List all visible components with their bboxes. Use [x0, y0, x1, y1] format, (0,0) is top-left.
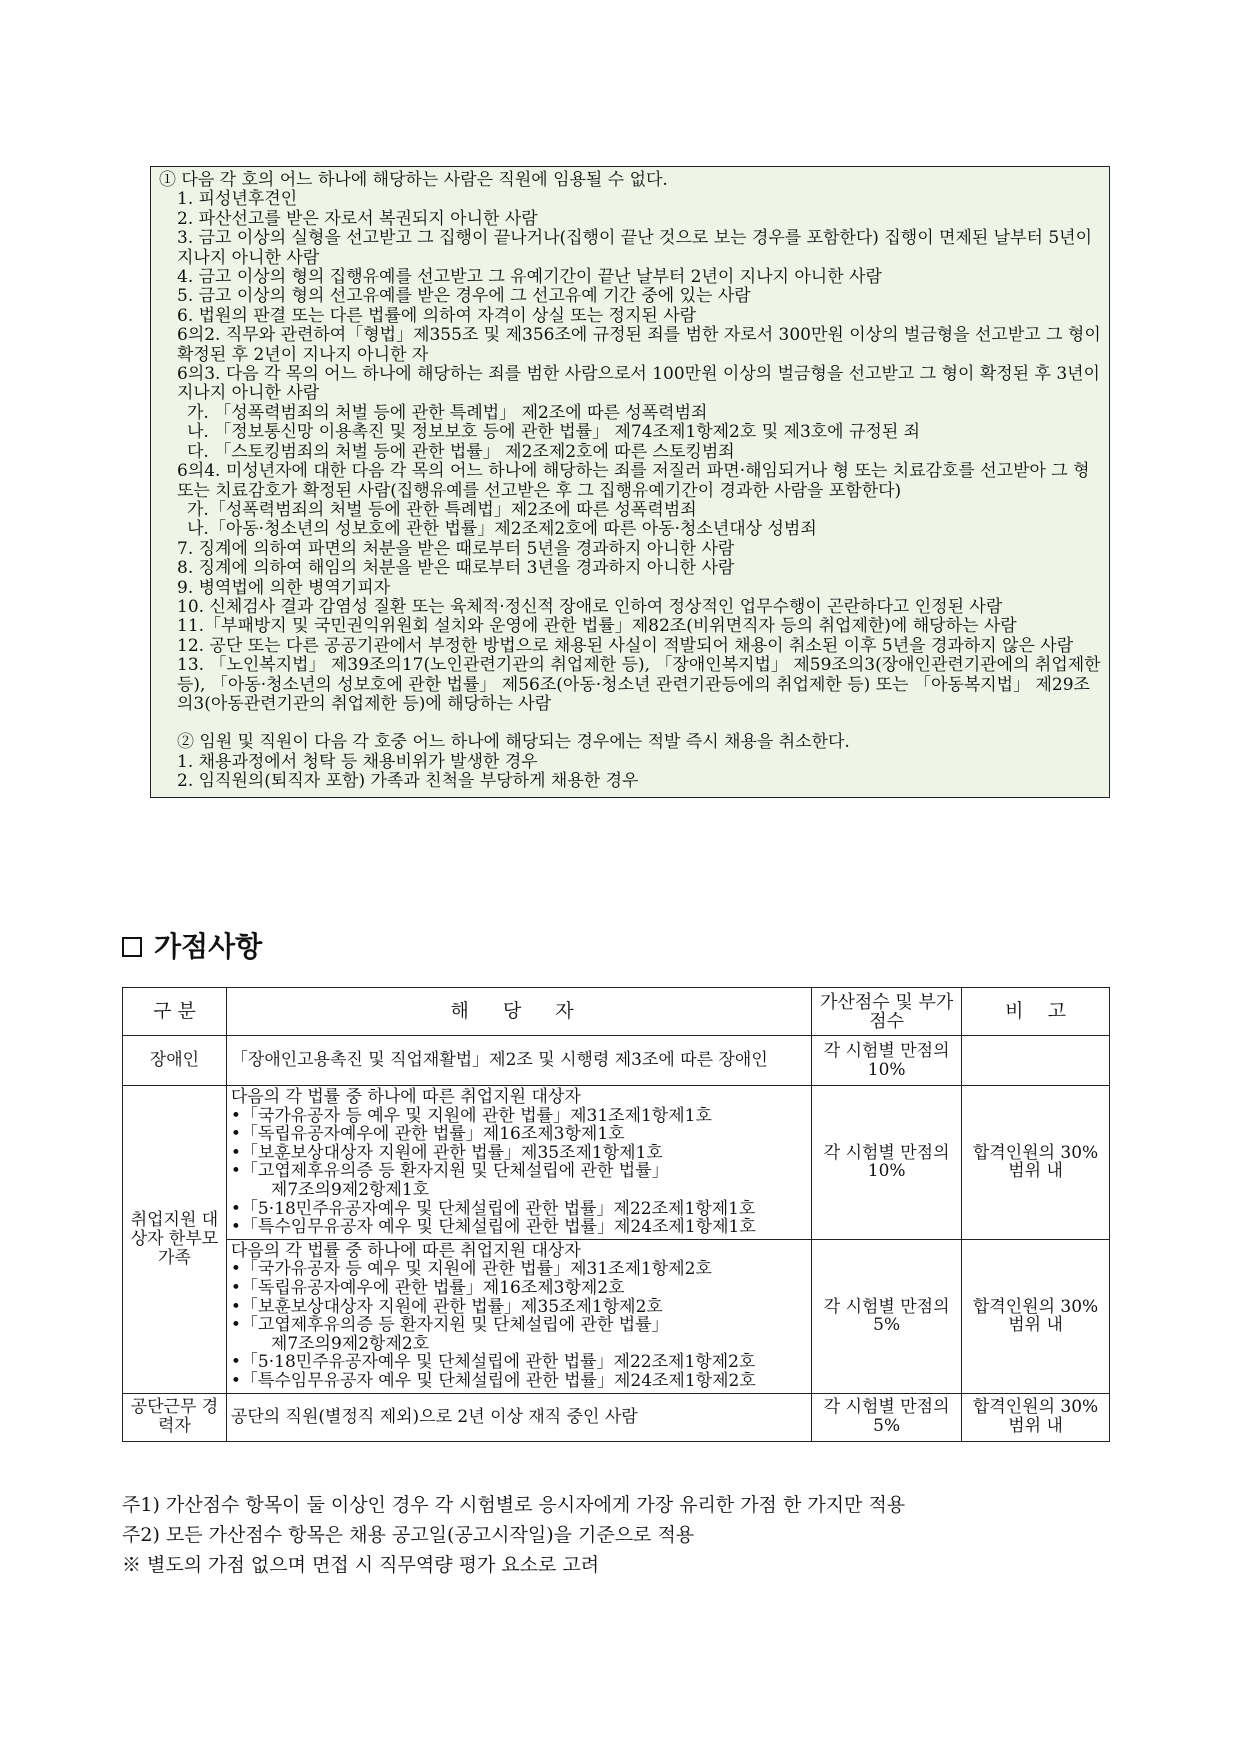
disqualification-notice — [150, 166, 1110, 798]
notice-line: 2. 임직원의(퇴직자 포함) 가족과 친척을 부당하게 채용한 경우 — [177, 771, 639, 792]
law-item: •「국가유공자 등 예우 및 지원에 관한 법률」제31조제1항제1호 — [230, 1105, 712, 1126]
notice-line: 6의2. 직무와 관련하여「형법」제355조 및 제356조에 규정된 죄를 범한 자로서 300만원 이상의 벌금형을 선고받고 그 형이 확정된 후 2년이 지나지 아니한 자 — [177, 325, 1101, 365]
score-cell: 각 시험별 만점의 10% — [812, 1036, 962, 1086]
notice-line: 10. 신체검사 결과 감염성 질환 또는 육체적·정신적 장애로 인하여 정상적인 업무수행이 곤란하다고 인정된 사람 — [177, 596, 1003, 617]
notice-line: 1. 피성년후견인 — [177, 189, 298, 210]
target-cell — [226, 1239, 811, 1393]
footnotes — [122, 1490, 905, 1580]
notice-line: 1. 채용과정에서 청탁 등 채용비위가 발생한 경우 — [177, 751, 538, 772]
header-target: 해 당 자 — [226, 988, 811, 1036]
section-title: 가점사항 — [122, 930, 262, 964]
notice-line: 6의4. 미성년자에 대한 다음 각 목의 어느 하나에 해당하는 죄를 저질러 파면·해임되거나 형 또는 치료감호를 선고받아 그 형 또는 치료감호가 확정된 사람(집행유예를 선고받은 후 그 집행유예기간이 경과한 사람을 포함한다) — [177, 461, 1090, 501]
target-cell — [226, 1086, 811, 1240]
notice-line: 가. 「성폭력범죄의 처벌 등에 관한 특례법」 제2조에 따른 성폭력범죄 — [187, 402, 708, 423]
law-item: •「5·18민주유공자예우 및 단체설립에 관한 법률」제22조제1항제1호 — [230, 1198, 756, 1219]
notice-line: 다. 「스토킹범죄의 처벌 등에 관한 법률」 제2조제2호에 따른 스토킹범죄 — [187, 441, 735, 462]
header-category: 구 분 — [123, 988, 227, 1036]
header-note: 비 고 — [962, 988, 1110, 1036]
notice-line: 7. 징계에 의하여 파면의 처분을 받은 때로부터 5년을 경과하지 아니한 사람 — [177, 538, 735, 559]
law-item: •「국가유공자 등 예우 및 지원에 관한 법률」제31조제1항제2호 — [230, 1259, 712, 1280]
note-cell: 합격인원의 30% 범위 내 — [962, 1239, 1110, 1393]
notice-line: 11.「부패방지 및 국민권익위원회 설치와 운영에 관한 법률」제82조(비위면직자 등의 취업제한)에 해당하는 사람 — [177, 616, 1017, 637]
notice-line: 9. 병역법에 의한 병역기피자 — [177, 577, 391, 598]
law-item: •「독립유공자예우에 관한 법률」제16조제3항제2호 — [230, 1277, 625, 1298]
note-cell: 합격인원의 30% 범위 내 — [962, 1086, 1110, 1240]
footnote: 주1) 가산점수 항목이 둘 이상인 경우 각 시험별로 응시자에게 가장 유리한 가점 한 가지만 적용 — [122, 1494, 906, 1516]
score-cell: 각 시험별 만점의 5% — [812, 1239, 962, 1393]
table-row — [123, 1086, 1110, 1240]
law-item: •「보훈보상대상자 지원에 관한 법률」제35조제1항제1호 — [230, 1142, 663, 1163]
score-cell: 각 시험별 만점의 5% — [812, 1393, 962, 1441]
notice-line: 가.「성폭력범죄의 처벌 등에 관한 특례법」제2조에 따른 성폭력범죄 — [187, 499, 697, 520]
table-row — [123, 1393, 1110, 1441]
law-item: 제7조의9제2항제1호 — [270, 1179, 430, 1200]
notice-line: 4. 금고 이상의 형의 집행유예를 선고받고 그 유예기간이 끝난 날부터 2년이 지나지 아니한 사람 — [177, 267, 882, 288]
law-item: 제7조의9제2항제2호 — [270, 1333, 430, 1354]
notice-line: 13. 「노인복지법」 제39조의17(노인관련기관의 취업제한 등), 「장애인복지법」 제59조의3(장애인관련기관에의 취업제한 등), 「아동·청소년의 성보호에 관한 법률」 제56조(아동·청소년 관련기관등에의 취업제한 등) 또는 「아동복지법」 제29조의3(아동관련기관의 취업제한 등)에 해당하는 사람 — [177, 655, 1101, 714]
header-score: 가산점수 및 부가점수 — [812, 988, 962, 1036]
notice-line: 12. 공단 또는 다른 공공기관에서 부정한 방법으로 채용된 사실이 적발되어 채용이 취소된 이후 5년을 경과하지 않은 사람 — [177, 635, 1074, 656]
notice-line: ① 다음 각 호의 어느 하나에 해당하는 사람은 직원에 임용될 수 없다. — [159, 170, 668, 190]
notice-line: 5. 금고 이상의 형의 선고유예를 받은 경우에 그 선고유예 기간 중에 있는 사람 — [177, 286, 751, 307]
target-cell: 공단의 직원(별정직 제외)으로 2년 이상 재직 중인 사람 — [226, 1393, 811, 1441]
law-item: •「고엽제후유의증 등 환자지원 및 단체설립에 관한 법률」 — [230, 1161, 669, 1182]
notice-line: 6. 법원의 판결 또는 다른 법률에 의하여 자격이 상실 또는 정지된 사람 — [177, 305, 697, 326]
category-cell: 공단근무 경력자 — [123, 1393, 227, 1441]
notice-line: 3. 금고 이상의 실형을 선고받고 그 집행이 끝나거나(집행이 끝난 것으로 보는 경우를 포함한다) 집행이 면제된 날부터 5년이 지나지 아니한 사람 — [177, 228, 1093, 268]
checkbox-square-icon — [122, 937, 142, 957]
law-item: •「특수임무유공자 예우 및 단체설립에 관한 법률」제24조제1항제2호 — [230, 1370, 756, 1391]
notice-line: ② 임원 및 직원이 다음 각 호중 어느 하나에 해당되는 경우에는 적발 즉시 채용을 취소한다. — [177, 732, 850, 753]
law-item: •「고엽제후유의증 등 환자지원 및 단체설립에 관한 법률」 — [230, 1315, 669, 1336]
law-item: •「독립유공자예우에 관한 법률」제16조제3항제1호 — [230, 1124, 625, 1145]
score-cell: 각 시험별 만점의 10% — [812, 1086, 962, 1240]
bonus-points-table — [122, 987, 1110, 1442]
note-cell — [962, 1036, 1110, 1086]
notice-line: 6의3. 다음 각 목의 어느 하나에 해당하는 죄를 범한 사람으로서 100만원 이상의 벌금형을 선고받고 그 형이 확정된 후 3년이 지나지 아니한 사람 — [177, 364, 1100, 404]
note-cell: 합격인원의 30% 범위 내 — [962, 1393, 1110, 1441]
law-item: •「보훈보상대상자 지원에 관한 법률」제35조제1항제2호 — [230, 1296, 663, 1317]
notice-line: 2. 파산선고를 받은 자로서 복권되지 아니한 사람 — [177, 208, 538, 229]
notice-line: 나.「아동·청소년의 성보호에 관한 법률」제2조제2호에 따른 아동·청소년대상 성범죄 — [187, 519, 817, 540]
notice-line: 8. 징계에 의하여 해임의 처분을 받은 때로부터 3년을 경과하지 아니한 사람 — [177, 558, 735, 579]
group-intro: 다음의 각 법률 중 하나에 따른 취업지원 대상자 — [230, 1087, 581, 1107]
notice-line: 나. 「정보통신망 이용촉진 및 정보보호 등에 관한 법률」 제74조제1항제2호 및 제3호에 규정된 죄 — [187, 422, 921, 443]
footnote: ※ 별도의 가점 없으며 면접 시 직무역량 평가 요소로 고려 — [122, 1554, 600, 1576]
table-header-row — [123, 988, 1110, 1036]
target-cell: 「장애인고용촉진 및 직업재활법」제2조 및 시행령 제3조에 따른 장애인 — [226, 1036, 811, 1086]
footnote: 주2) 모든 가산점수 항목은 채용 공고일(공고시작일)을 기준으로 적용 — [122, 1524, 695, 1546]
group-intro: 다음의 각 법률 중 하나에 따른 취업지원 대상자 — [230, 1240, 581, 1261]
law-item: •「5·18민주유공자예우 및 단체설립에 관한 법률」제22조제1항제2호 — [230, 1352, 756, 1373]
category-cell: 취업지원 대상자 한부모가족 — [123, 1086, 227, 1394]
category-cell: 장애인 — [123, 1036, 227, 1086]
law-item: •「특수임무유공자 예우 및 단체설립에 관한 법률」제24조제1항제1호 — [230, 1217, 756, 1238]
table-row — [123, 1036, 1110, 1086]
table-row — [123, 1239, 1110, 1393]
